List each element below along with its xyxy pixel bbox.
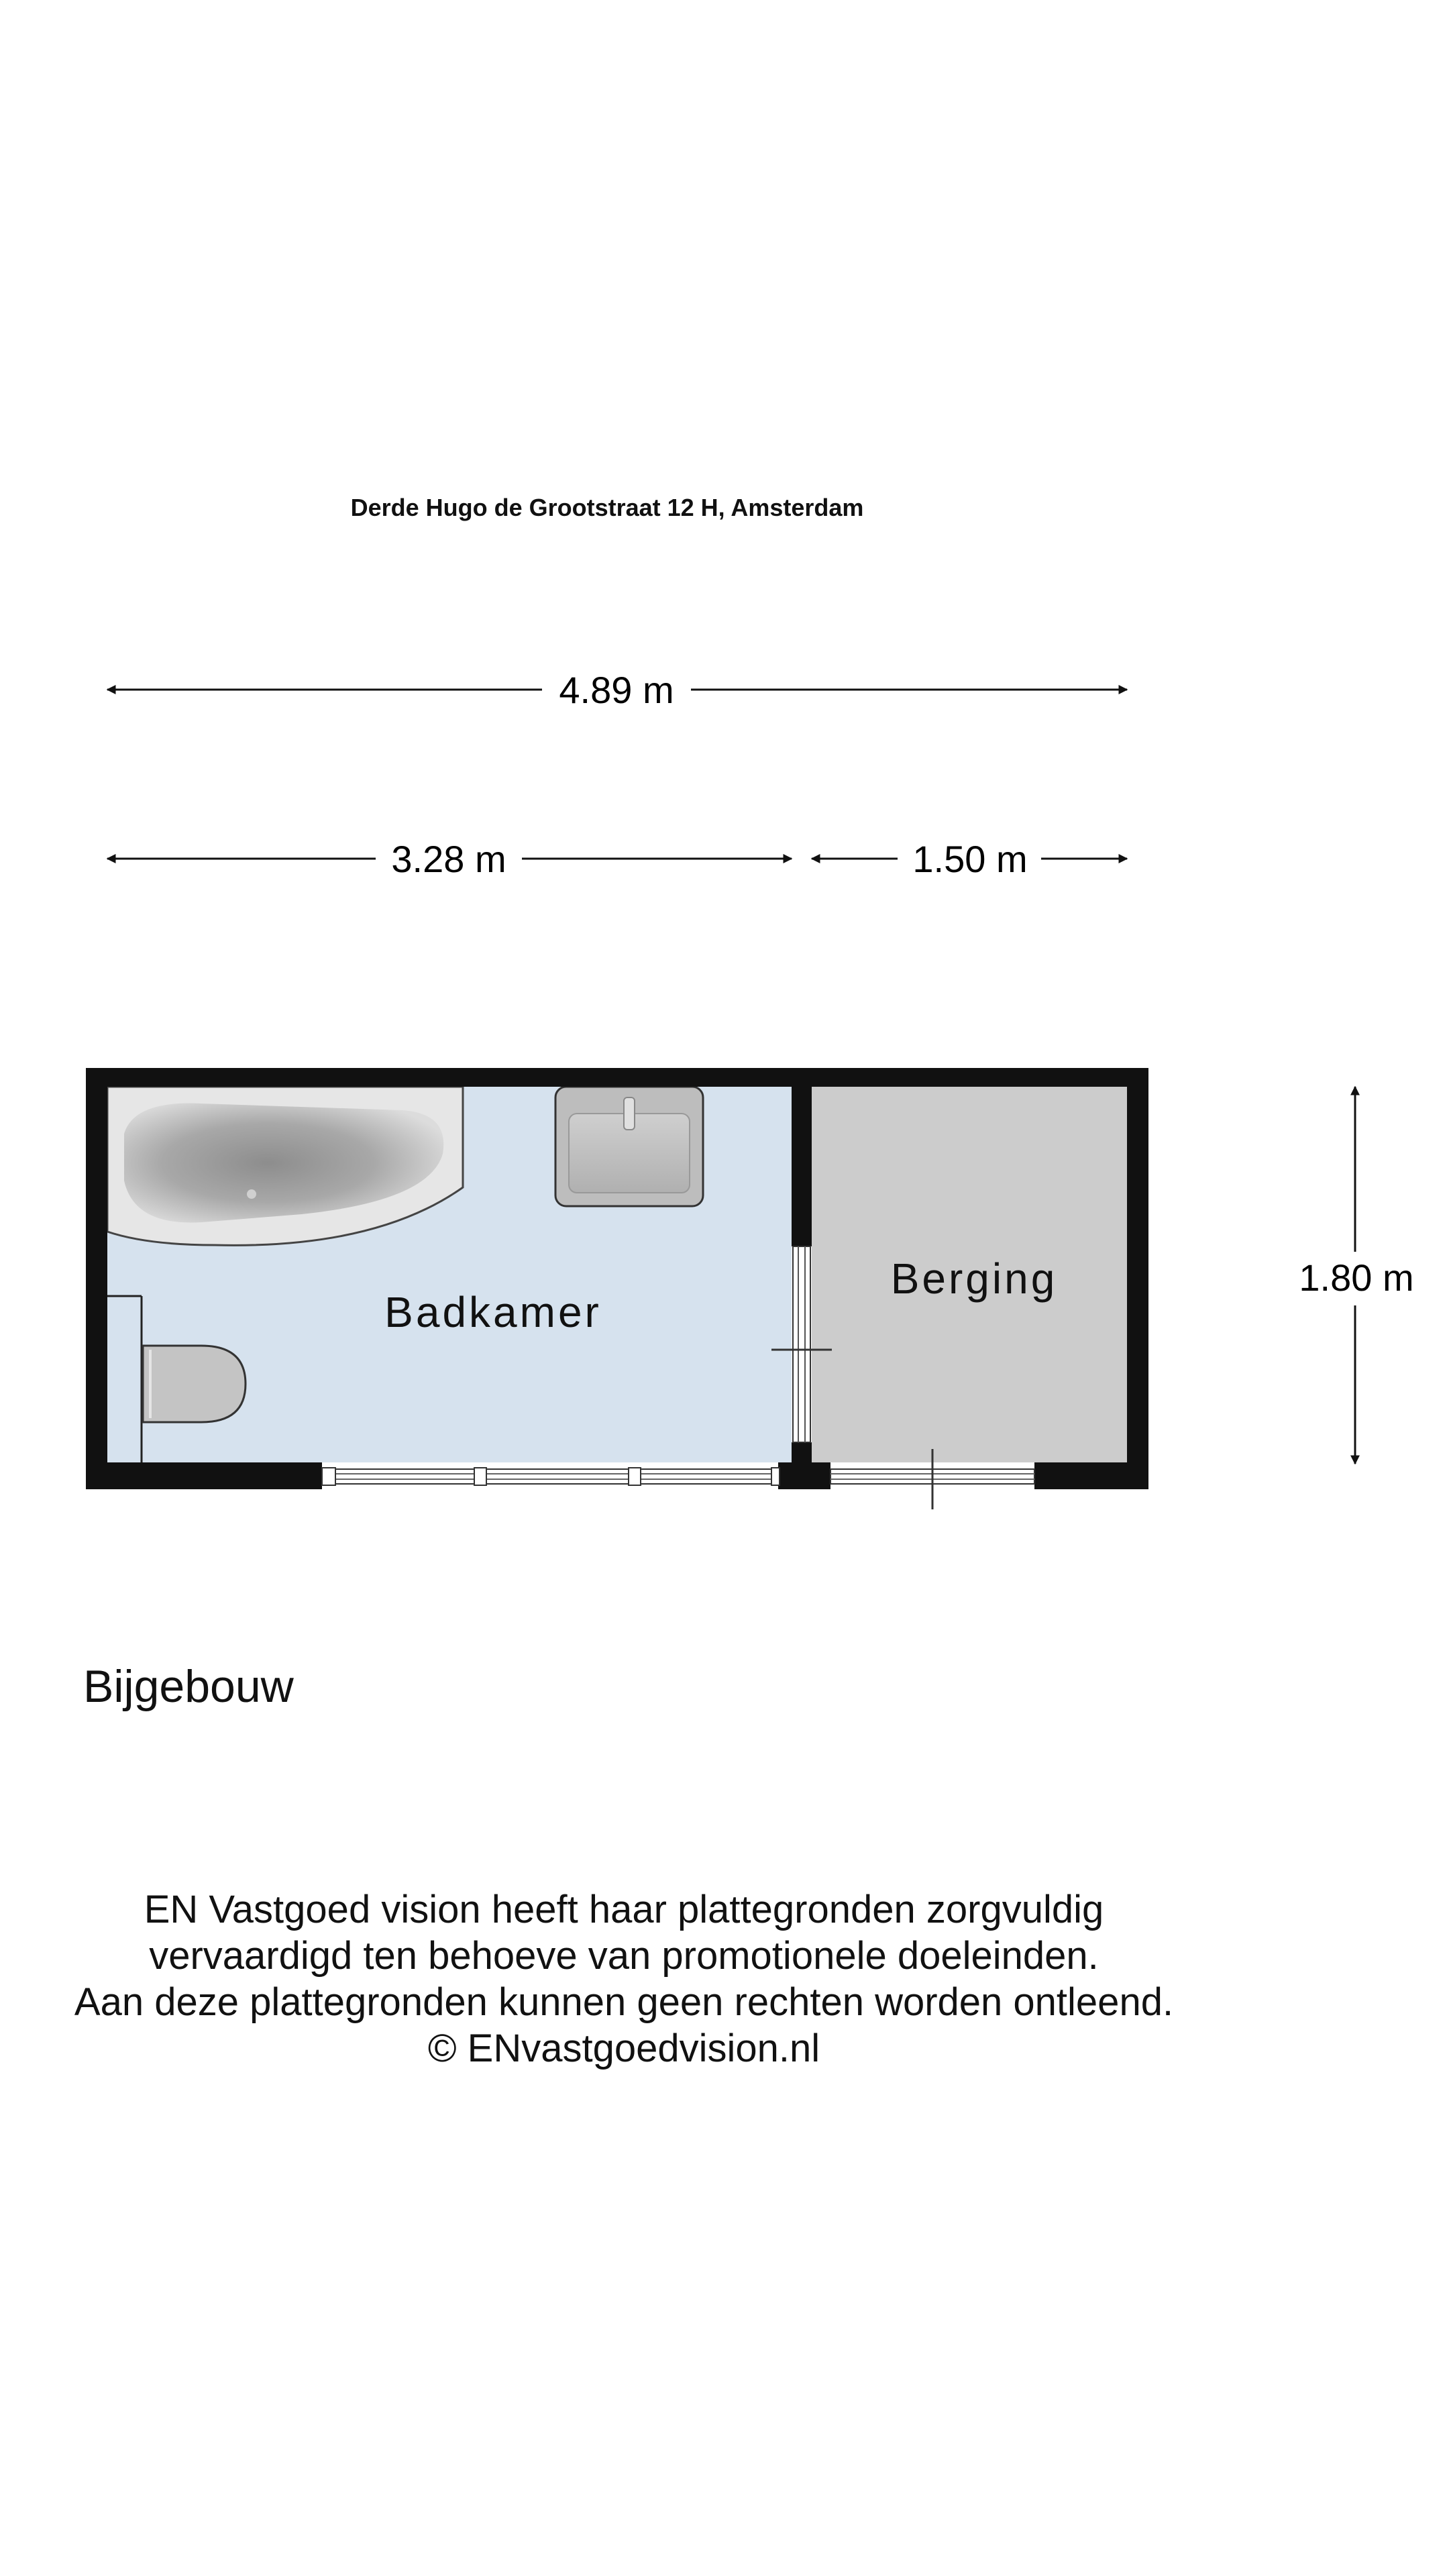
disclaimer (0, 1886, 1248, 2072)
sink-icon (555, 1087, 703, 1206)
dimension-total-label: 4.89 m (559, 669, 674, 711)
dimension-right-label: 1.50 m (912, 838, 1028, 880)
bathroom-window (322, 1468, 780, 1485)
disclaimer-line: vervaardigd ten behoeve van promotionele doeleinden. (149, 1934, 1099, 1978)
address-title: Derde Hugo de Grootstraat 12 H, Amsterdam (350, 494, 864, 521)
copyright-line: © ENvastgoedvision.nl (427, 2027, 820, 2070)
dimension-right-width (812, 838, 1127, 880)
room-label-badkamer: Badkamer (384, 1288, 602, 1336)
dimension-depth-label: 1.80 m (1299, 1256, 1414, 1299)
dimension-left-width (107, 838, 792, 880)
disclaimer-line: EN Vastgoed vision heeft haar plattegronden zorgvuldig (144, 1888, 1104, 1931)
dimension-depth (1299, 1087, 1413, 1464)
dimension-left-label: 3.28 m (391, 838, 506, 880)
room-label-berging: Berging (890, 1254, 1058, 1303)
dimension-total-width (107, 669, 1127, 711)
floor-label: Bijgebouw (83, 1661, 294, 1712)
disclaimer-line: Aan deze plattegronden kunnen geen rechten worden ontleend. (74, 1980, 1174, 2024)
